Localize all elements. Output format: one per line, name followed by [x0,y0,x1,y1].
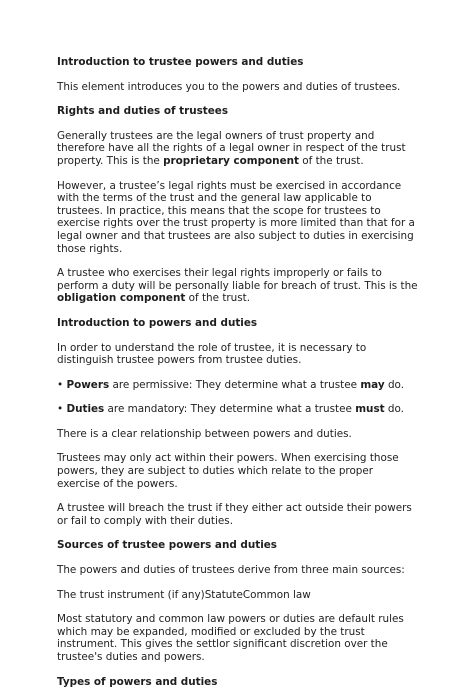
bold-term-duties: Duties [66,403,105,416]
text-run: of the trust. [298,154,364,167]
bullet-glyph: • [57,378,64,391]
paragraph-act-within-powers: Trustees may only act within their powers. When exercising those powers, they are subject to duties which relate to the proper exercise of the powers. [57,452,399,490]
paragraph-distinguish: In order to understand the role of trustee, it is necessary to distinguish trustee powers from trustee duties. [57,341,367,367]
text-run: do. [384,403,404,416]
paragraph-three-sources: The powers and duties of trustees derive from three main sources: [57,564,405,577]
paragraph-source-list: The trust instrument (if any)StatuteCommon law [57,588,311,601]
text-run: are permissive: They determine what a trustee [109,378,361,391]
text-run: A trustee who exercises their legal rights improperly or fails to perform a duty will be personally liable for breach of trust. This is the [57,267,418,292]
bullet-powers [57,379,419,392]
paragraph-proprietary-component [57,130,419,168]
heading-types: Types of powers and duties [57,675,218,688]
paragraph-clear-relationship: There is a clear relationship between powers and duties. [57,427,352,440]
bullet-duties [57,403,419,416]
paragraph-breach-of-trust: A trustee will breach the trust if they either act outside their powers or fail to comply with their duties. [57,502,412,527]
paragraph-default-rules: Most statutory and common law powers or duties are default rules which may be expanded, modified or excluded by the trust instrument. This gives the settlor significant discretion over the trustee's duties and powers. [57,613,404,663]
document-title: Introduction to trustee powers and duties [57,56,304,68]
text-run: do. [384,378,405,391]
intro-paragraph: This element introduces you to the powers and duties of trustees. [57,80,401,93]
text-run: Generally trustees are the legal owners of trust property and therefore have all the rights of a legal owner in respect of the trust property. This is the [57,129,406,167]
paragraph-legal-rights: However, a trustee’s legal rights must be exercised in accordance with the terms of the trust and the general law applicable to trustees. In practice, this means that the scope for trustees to exercise rights over the trust property is more limited than that for a legal owner and that trustees are also subject to duties in exercising those rights. [57,179,415,255]
bold-term-may: may [360,378,385,391]
bullet-glyph: • [57,403,64,416]
text-run: of the trust. [185,292,251,305]
paragraph-obligation-component [57,267,419,305]
document-page [57,56,419,688]
heading-sources: Sources of trustee powers and duties [57,539,277,552]
bold-term-must: must [355,403,385,416]
heading-powers-and-duties: Introduction to powers and duties [57,316,258,329]
bold-term-obligation-component: obligation component [57,292,186,305]
bold-term-powers: Powers [66,378,110,391]
text-run: are mandatory: They determine what a trustee [104,403,356,416]
heading-rights-and-duties: Rights and duties of trustees [57,105,229,118]
bold-term-proprietary-component: proprietary component [163,154,299,167]
